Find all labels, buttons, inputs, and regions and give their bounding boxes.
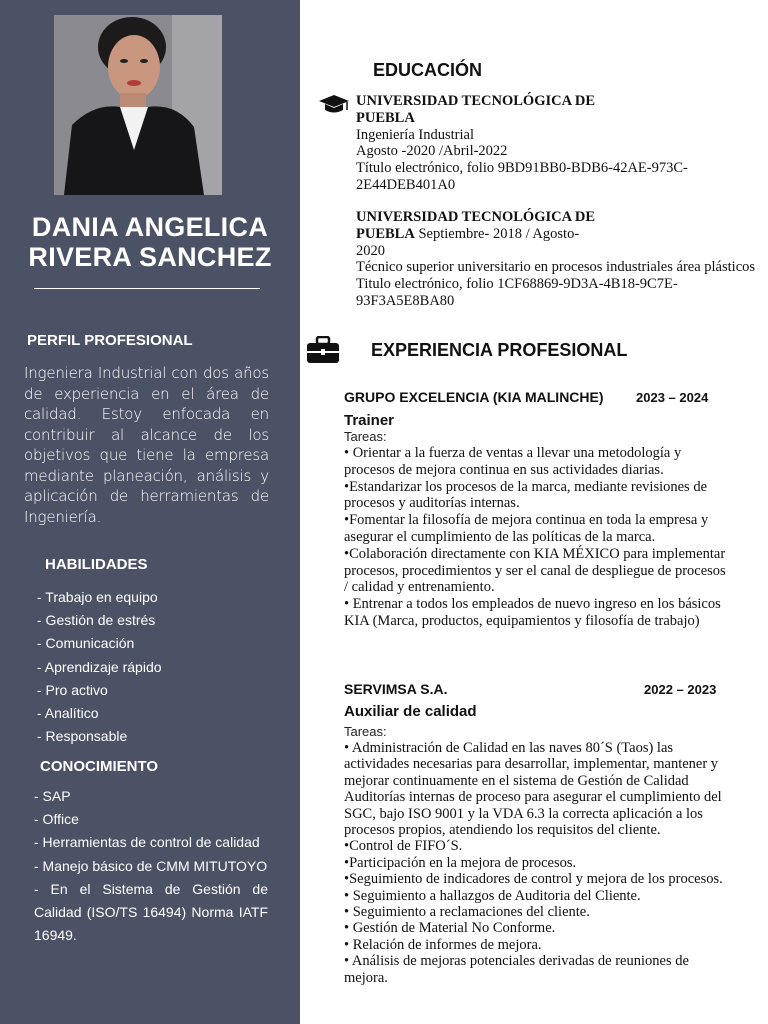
knowledge-item: - En el Sistema de Gestión de Calidad (ISO/TS 16494) Norma IATF 16949. (34, 880, 268, 944)
edu-folio: Título electrónico, folio 9BD91BB0-BDB6-42AE-973C-2E44DEB401A0 (356, 160, 688, 193)
perfil-text: Ingeniera Industrial con dos años de experiencia en el área de calidad. Estoy enfocada en contribuir al alcance de los objetivos que tiene la empresa mediante planeación, análisis y aplicación de herramientas de Ingeniería. (24, 364, 269, 526)
job-tasks (344, 445, 728, 630)
edu-school: UNIVERSIDAD TECNOLÓGICA DE PUEBLA (356, 209, 596, 242)
task-item: • Seguimiento a hallazgos de Auditoria del Cliente. (344, 887, 641, 904)
task-item: • Seguimiento a reclamaciones del cliente. (344, 904, 590, 921)
job-company: SERVIMSA S.A. (344, 681, 448, 697)
task-item: • Entrenar a todos los empleados de nuevo ingreso en los básicos KIA (Marca, productos, equipamientos y filosofía de trabajo) (344, 596, 721, 629)
job-role: Trainer (344, 412, 395, 429)
job-dates: 2022 – 2023 (644, 682, 717, 697)
tasks-label: Tareas: (344, 724, 387, 739)
skill-item: - Trabajo en equipo (37, 589, 158, 605)
knowledge-list (34, 785, 268, 947)
education-entry-1 (356, 93, 756, 194)
full-name (0, 212, 300, 272)
main-content (300, 0, 768, 1024)
name-line-2: RIVERA SANCHEZ (28, 242, 272, 272)
edu-dates: Septiembre- 2018 / Agosto-2020 (356, 225, 580, 259)
sidebar (0, 0, 300, 1024)
knowledge-item: - SAP (34, 788, 71, 804)
name-line-1: DANIA ANGELICA (31, 212, 269, 242)
name-divider (34, 288, 260, 289)
task-item: •Control de FIFO´S. (344, 838, 463, 855)
briefcase-icon (306, 336, 340, 364)
knowledge-item: - Manejo básico de CMM MITUTOYO (34, 857, 268, 874)
skill-item: - Comunicación (37, 635, 135, 652)
job-role: Auxiliar de calidad (344, 703, 477, 720)
task-item: •Fomentar la filosofía de mejora continua en toda la empresa y asegurar el cumplimiento de las políticas de la marca. (344, 512, 709, 545)
task-item: •Participación en la mejora de procesos. (344, 854, 577, 871)
task-item: •Colaboración directamente con KIA MÉXICO para implementar procesos, procedimientos y ser el canal de despliegue de procesos / calidad y entrenamiento. (344, 545, 726, 596)
knowledge-title: CONOCIMIENTO (40, 758, 159, 775)
task-item: • Administración de Calidad en las naves 80´S (Taos) las actividades necesarias para desarrollar, implementar, mantener y mejorar continuamente en el sistema de Gestión de Calidad Auditorías internas de proceso para asegurar el cumplimiento del SGC, bajo ISO 9001 y la VDA 6.3 la correcta aplicación a los procesos propios, atendiendo los requisitos del cliente. (344, 740, 722, 839)
graduation-cap-icon (318, 93, 350, 115)
job-company: GRUPO EXCELENCIA (KIA MALINCHE) (344, 389, 604, 405)
skill-item: - Responsable (37, 728, 128, 745)
edu-dates: Agosto -2020 /Abril-2022 (356, 143, 508, 160)
knowledge-item: - Herramientas de control de calidad (34, 834, 260, 851)
edu-degree: Técnico superior universitario en procesos industriales área plásticos Titulo electrónico, folio 1CF68869-9D3A-4B18-9C7E-93F3A5E8BA80 (356, 259, 756, 309)
skill-item: - Analítico (37, 705, 99, 722)
task-item: • Relación de informes de mejora. (344, 936, 542, 953)
edu-school: UNIVERSIDAD TECNOLÓGICA DE PUEBLA (356, 93, 596, 126)
skill-item: - Gestión de estrés (37, 612, 156, 629)
education-title: EDUCACIÓN (373, 60, 483, 80)
edu-degree: Ingeniería Industrial (356, 126, 474, 143)
skills-list (37, 586, 162, 748)
task-item: • Orientar a la fuerza de ventas a llevar una metodología y procesos de mejora continua en sus actividades diarias. (344, 445, 682, 478)
skills-title: HABILIDADES (45, 556, 148, 573)
perfil-title: PERFIL PROFESIONAL (27, 332, 193, 349)
job-dates: 2023 – 2024 (636, 390, 709, 405)
task-item: •Seguimiento de indicadores de control y mejora de los procesos. (344, 871, 723, 888)
education-entry-2 (356, 209, 756, 310)
knowledge-item: - Office (34, 811, 79, 828)
skill-item: - Aprendizaje rápido (37, 658, 162, 675)
job-tasks (344, 740, 728, 986)
profile-photo (54, 15, 222, 195)
task-item: • Gestión de Material No Conforme. (344, 920, 556, 937)
task-item: •Estandarizar los procesos de la marca, mediante revisiones de procesos y auditorías internas. (344, 478, 708, 512)
task-item: • Análisis de mejoras potenciales derivadas de reuniones de mejora. (344, 953, 689, 986)
skill-item: - Pro activo (37, 681, 108, 698)
experience-title: EXPERIENCIA PROFESIONAL (371, 340, 628, 360)
tasks-label: Tareas: (344, 429, 387, 444)
